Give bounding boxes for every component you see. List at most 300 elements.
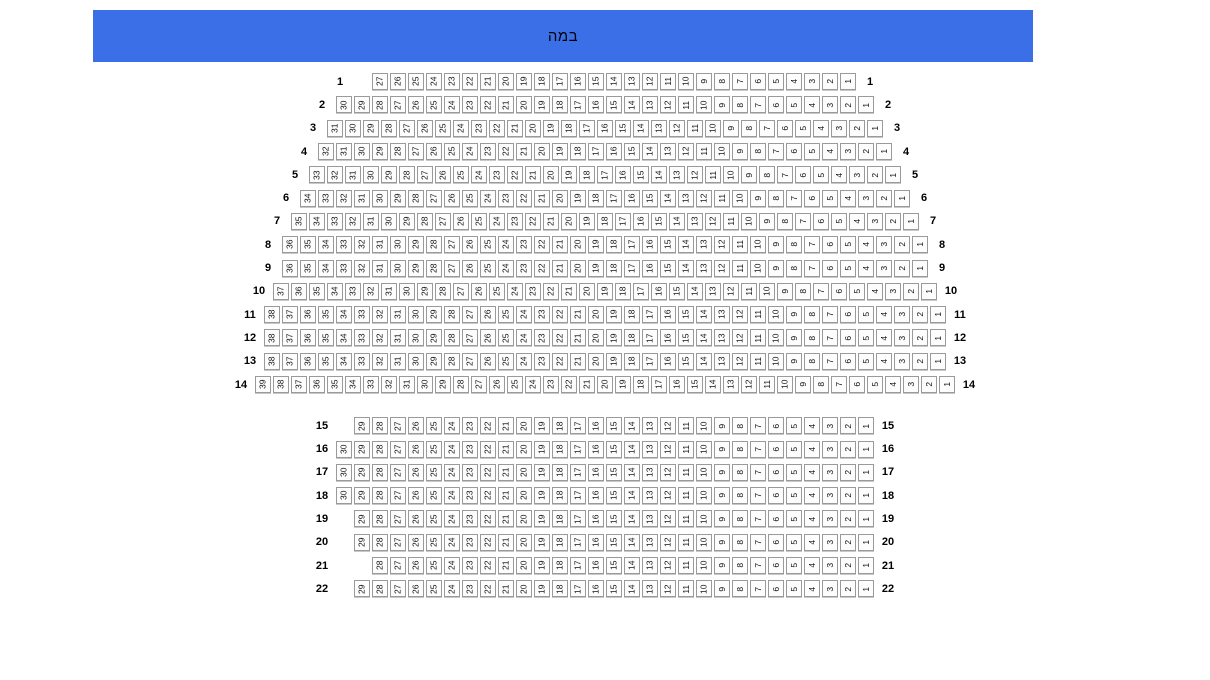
seat[interactable]: [750, 464, 766, 481]
seat[interactable]: [534, 143, 550, 160]
seat[interactable]: [363, 213, 379, 230]
seat[interactable]: [543, 166, 559, 183]
seat[interactable]: [426, 557, 442, 574]
seat[interactable]: [642, 329, 658, 346]
seat[interactable]: [480, 306, 496, 323]
seat[interactable]: [534, 73, 550, 90]
seat[interactable]: [750, 260, 766, 277]
seat[interactable]: [642, 417, 658, 434]
seat[interactable]: [624, 417, 640, 434]
seat[interactable]: [552, 464, 568, 481]
seat[interactable]: [507, 120, 523, 137]
seat[interactable]: [813, 120, 829, 137]
seat[interactable]: [633, 166, 649, 183]
seat[interactable]: [552, 73, 568, 90]
seat[interactable]: [417, 376, 433, 393]
seat[interactable]: [804, 417, 820, 434]
seat[interactable]: [534, 487, 550, 504]
seat[interactable]: [822, 73, 838, 90]
seat[interactable]: [606, 260, 622, 277]
seat[interactable]: [480, 417, 496, 434]
seat[interactable]: [552, 417, 568, 434]
seat[interactable]: [444, 464, 460, 481]
seat[interactable]: [579, 376, 595, 393]
seat[interactable]: [291, 283, 307, 300]
seat[interactable]: [624, 353, 640, 370]
seat[interactable]: [462, 441, 478, 458]
seat[interactable]: [417, 283, 433, 300]
seat[interactable]: [408, 329, 424, 346]
seat[interactable]: [849, 166, 865, 183]
seat[interactable]: [489, 120, 505, 137]
seat[interactable]: [894, 329, 910, 346]
seat[interactable]: [588, 510, 604, 527]
seat[interactable]: [678, 73, 694, 90]
seat[interactable]: [327, 376, 343, 393]
seat[interactable]: [894, 306, 910, 323]
seat[interactable]: [741, 213, 757, 230]
seat[interactable]: [624, 190, 640, 207]
seat[interactable]: [705, 120, 721, 137]
seat[interactable]: [903, 283, 919, 300]
seat[interactable]: [534, 236, 550, 253]
seat[interactable]: [831, 120, 847, 137]
seat[interactable]: [408, 534, 424, 551]
seat[interactable]: [354, 190, 370, 207]
seat[interactable]: [759, 376, 775, 393]
seat[interactable]: [444, 306, 460, 323]
seat[interactable]: [372, 487, 388, 504]
seat[interactable]: [390, 534, 406, 551]
seat[interactable]: [822, 557, 838, 574]
seat[interactable]: [453, 283, 469, 300]
seat[interactable]: [552, 510, 568, 527]
seat[interactable]: [696, 441, 712, 458]
seat[interactable]: [570, 143, 586, 160]
seat[interactable]: [426, 143, 442, 160]
seat[interactable]: [840, 190, 856, 207]
seat[interactable]: [354, 441, 370, 458]
seat[interactable]: [858, 441, 874, 458]
seat[interactable]: [732, 143, 748, 160]
seat[interactable]: [300, 329, 316, 346]
seat[interactable]: [876, 329, 892, 346]
seat[interactable]: [642, 580, 658, 597]
seat[interactable]: [435, 213, 451, 230]
seat[interactable]: [498, 510, 514, 527]
seat[interactable]: [633, 376, 649, 393]
seat[interactable]: [768, 329, 784, 346]
seat[interactable]: [462, 557, 478, 574]
seat[interactable]: [858, 353, 874, 370]
seat[interactable]: [480, 260, 496, 277]
seat[interactable]: [786, 73, 802, 90]
seat[interactable]: [444, 353, 460, 370]
seat[interactable]: [588, 487, 604, 504]
seat[interactable]: [408, 96, 424, 113]
seat[interactable]: [642, 306, 658, 323]
seat[interactable]: [696, 96, 712, 113]
seat[interactable]: [696, 464, 712, 481]
seat[interactable]: [462, 510, 478, 527]
seat[interactable]: [606, 464, 622, 481]
seat[interactable]: [273, 376, 289, 393]
seat[interactable]: [354, 417, 370, 434]
seat[interactable]: [552, 580, 568, 597]
seat[interactable]: [831, 283, 847, 300]
seat[interactable]: [570, 96, 586, 113]
seat[interactable]: [426, 441, 442, 458]
seat[interactable]: [390, 464, 406, 481]
seat[interactable]: [696, 306, 712, 323]
seat[interactable]: [876, 260, 892, 277]
seat[interactable]: [516, 510, 532, 527]
seat[interactable]: [660, 441, 676, 458]
seat[interactable]: [669, 120, 685, 137]
seat[interactable]: [822, 329, 838, 346]
seat[interactable]: [660, 510, 676, 527]
seat[interactable]: [489, 166, 505, 183]
seat[interactable]: [498, 236, 514, 253]
seat[interactable]: [912, 353, 928, 370]
seat[interactable]: [750, 441, 766, 458]
seat[interactable]: [678, 96, 694, 113]
seat[interactable]: [345, 120, 361, 137]
seat[interactable]: [606, 329, 622, 346]
seat[interactable]: [714, 487, 730, 504]
seat[interactable]: [516, 143, 532, 160]
seat[interactable]: [516, 190, 532, 207]
seat[interactable]: [795, 376, 811, 393]
seat[interactable]: [318, 353, 334, 370]
seat[interactable]: [714, 534, 730, 551]
seat[interactable]: [426, 464, 442, 481]
seat[interactable]: [300, 353, 316, 370]
seat[interactable]: [903, 213, 919, 230]
seat[interactable]: [732, 73, 748, 90]
seat[interactable]: [417, 166, 433, 183]
seat[interactable]: [498, 260, 514, 277]
seat[interactable]: [669, 213, 685, 230]
seat[interactable]: [732, 580, 748, 597]
seat[interactable]: [381, 376, 397, 393]
seat[interactable]: [498, 557, 514, 574]
seat[interactable]: [822, 487, 838, 504]
seat[interactable]: [426, 96, 442, 113]
seat[interactable]: [507, 213, 523, 230]
seat[interactable]: [615, 166, 631, 183]
seat[interactable]: [876, 306, 892, 323]
seat[interactable]: [561, 120, 577, 137]
seat[interactable]: [786, 510, 802, 527]
seat[interactable]: [354, 329, 370, 346]
seat[interactable]: [354, 464, 370, 481]
seat[interactable]: [849, 213, 865, 230]
seat[interactable]: [732, 441, 748, 458]
seat[interactable]: [795, 213, 811, 230]
seat[interactable]: [336, 236, 352, 253]
seat[interactable]: [795, 120, 811, 137]
seat[interactable]: [777, 166, 793, 183]
seat[interactable]: [840, 557, 856, 574]
seat[interactable]: [552, 353, 568, 370]
seat[interactable]: [858, 557, 874, 574]
seat[interactable]: [642, 557, 658, 574]
seat[interactable]: [390, 580, 406, 597]
seat[interactable]: [543, 213, 559, 230]
seat[interactable]: [615, 283, 631, 300]
seat[interactable]: [786, 464, 802, 481]
seat[interactable]: [768, 464, 784, 481]
seat[interactable]: [786, 557, 802, 574]
seat[interactable]: [714, 580, 730, 597]
seat[interactable]: [309, 213, 325, 230]
seat[interactable]: [858, 190, 874, 207]
seat[interactable]: [705, 166, 721, 183]
seat[interactable]: [786, 534, 802, 551]
seat[interactable]: [777, 376, 793, 393]
seat[interactable]: [390, 143, 406, 160]
seat[interactable]: [372, 353, 388, 370]
seat[interactable]: [390, 417, 406, 434]
seat[interactable]: [372, 557, 388, 574]
seat[interactable]: [660, 487, 676, 504]
seat[interactable]: [822, 534, 838, 551]
seat[interactable]: [669, 283, 685, 300]
seat[interactable]: [732, 353, 748, 370]
seat[interactable]: [516, 557, 532, 574]
seat[interactable]: [858, 96, 874, 113]
seat[interactable]: [372, 441, 388, 458]
seat[interactable]: [552, 190, 568, 207]
seat[interactable]: [858, 260, 874, 277]
seat[interactable]: [804, 557, 820, 574]
seat[interactable]: [282, 329, 298, 346]
seat[interactable]: [435, 283, 451, 300]
seat[interactable]: [327, 283, 343, 300]
seat[interactable]: [426, 353, 442, 370]
seat[interactable]: [786, 96, 802, 113]
seat[interactable]: [534, 441, 550, 458]
seat[interactable]: [606, 236, 622, 253]
seat[interactable]: [696, 236, 712, 253]
seat[interactable]: [390, 236, 406, 253]
seat[interactable]: [651, 120, 667, 137]
seat[interactable]: [732, 510, 748, 527]
seat[interactable]: [408, 190, 424, 207]
seat[interactable]: [462, 236, 478, 253]
seat[interactable]: [867, 213, 883, 230]
seat[interactable]: [786, 190, 802, 207]
seat[interactable]: [318, 306, 334, 323]
seat[interactable]: [534, 557, 550, 574]
seat[interactable]: [462, 534, 478, 551]
seat[interactable]: [687, 376, 703, 393]
seat[interactable]: [822, 510, 838, 527]
seat[interactable]: [534, 510, 550, 527]
seat[interactable]: [660, 534, 676, 551]
seat[interactable]: [624, 260, 640, 277]
seat[interactable]: [750, 510, 766, 527]
seat[interactable]: [786, 329, 802, 346]
seat[interactable]: [642, 96, 658, 113]
seat[interactable]: [552, 260, 568, 277]
seat[interactable]: [642, 190, 658, 207]
seat[interactable]: [840, 534, 856, 551]
seat[interactable]: [462, 143, 478, 160]
seat[interactable]: [435, 376, 451, 393]
seat[interactable]: [678, 190, 694, 207]
seat[interactable]: [498, 190, 514, 207]
seat[interactable]: [606, 580, 622, 597]
seat[interactable]: [885, 283, 901, 300]
seat[interactable]: [534, 329, 550, 346]
seat[interactable]: [435, 120, 451, 137]
seat[interactable]: [903, 376, 919, 393]
seat[interactable]: [426, 534, 442, 551]
seat[interactable]: [714, 143, 730, 160]
seat[interactable]: [822, 96, 838, 113]
seat[interactable]: [426, 510, 442, 527]
seat[interactable]: [534, 306, 550, 323]
seat[interactable]: [552, 236, 568, 253]
seat[interactable]: [687, 120, 703, 137]
seat[interactable]: [840, 73, 856, 90]
seat[interactable]: [624, 464, 640, 481]
seat[interactable]: [579, 213, 595, 230]
seat[interactable]: [354, 306, 370, 323]
seat[interactable]: [858, 417, 874, 434]
seat[interactable]: [300, 190, 316, 207]
seat[interactable]: [624, 510, 640, 527]
seat[interactable]: [786, 236, 802, 253]
seat[interactable]: [516, 236, 532, 253]
seat[interactable]: [282, 306, 298, 323]
seat[interactable]: [462, 96, 478, 113]
seat[interactable]: [606, 487, 622, 504]
seat[interactable]: [696, 73, 712, 90]
seat[interactable]: [741, 166, 757, 183]
seat[interactable]: [498, 580, 514, 597]
seat[interactable]: [390, 510, 406, 527]
seat[interactable]: [516, 464, 532, 481]
seat[interactable]: [372, 96, 388, 113]
seat[interactable]: [750, 73, 766, 90]
seat[interactable]: [408, 236, 424, 253]
seat[interactable]: [498, 464, 514, 481]
seat[interactable]: [786, 353, 802, 370]
seat[interactable]: [849, 283, 865, 300]
seat[interactable]: [309, 166, 325, 183]
seat[interactable]: [813, 213, 829, 230]
seat[interactable]: [651, 376, 667, 393]
seat[interactable]: [588, 417, 604, 434]
seat[interactable]: [480, 580, 496, 597]
seat[interactable]: [336, 441, 352, 458]
seat[interactable]: [840, 353, 856, 370]
seat[interactable]: [390, 190, 406, 207]
seat[interactable]: [525, 213, 541, 230]
seat[interactable]: [912, 306, 928, 323]
seat[interactable]: [354, 143, 370, 160]
seat[interactable]: [408, 143, 424, 160]
seat[interactable]: [354, 487, 370, 504]
seat[interactable]: [480, 353, 496, 370]
seat[interactable]: [426, 260, 442, 277]
seat[interactable]: [660, 580, 676, 597]
seat[interactable]: [408, 260, 424, 277]
seat[interactable]: [939, 376, 955, 393]
seat[interactable]: [426, 73, 442, 90]
seat[interactable]: [651, 166, 667, 183]
seat[interactable]: [606, 143, 622, 160]
seat[interactable]: [372, 306, 388, 323]
seat[interactable]: [579, 166, 595, 183]
seat[interactable]: [732, 190, 748, 207]
seat[interactable]: [516, 260, 532, 277]
seat[interactable]: [696, 329, 712, 346]
seat[interactable]: [588, 441, 604, 458]
seat[interactable]: [651, 283, 667, 300]
seat[interactable]: [390, 557, 406, 574]
seat[interactable]: [408, 353, 424, 370]
seat[interactable]: [408, 441, 424, 458]
seat[interactable]: [462, 580, 478, 597]
seat[interactable]: [723, 213, 739, 230]
seat[interactable]: [714, 441, 730, 458]
seat[interactable]: [714, 329, 730, 346]
seat[interactable]: [867, 376, 883, 393]
seat[interactable]: [408, 580, 424, 597]
seat[interactable]: [408, 464, 424, 481]
seat[interactable]: [678, 417, 694, 434]
seat[interactable]: [678, 557, 694, 574]
seat[interactable]: [390, 441, 406, 458]
seat[interactable]: [345, 376, 361, 393]
seat[interactable]: [318, 143, 334, 160]
seat[interactable]: [624, 487, 640, 504]
seat[interactable]: [408, 557, 424, 574]
seat[interactable]: [426, 580, 442, 597]
seat[interactable]: [480, 487, 496, 504]
seat[interactable]: [804, 441, 820, 458]
seat[interactable]: [714, 464, 730, 481]
seat[interactable]: [588, 260, 604, 277]
seat[interactable]: [678, 510, 694, 527]
seat[interactable]: [264, 353, 280, 370]
seat[interactable]: [840, 510, 856, 527]
seat[interactable]: [318, 329, 334, 346]
seat[interactable]: [804, 190, 820, 207]
seat[interactable]: [453, 213, 469, 230]
seat[interactable]: [804, 487, 820, 504]
seat[interactable]: [768, 580, 784, 597]
seat[interactable]: [516, 441, 532, 458]
seat[interactable]: [615, 120, 631, 137]
seat[interactable]: [714, 260, 730, 277]
seat[interactable]: [552, 306, 568, 323]
seat[interactable]: [732, 96, 748, 113]
seat[interactable]: [318, 260, 334, 277]
seat[interactable]: [768, 73, 784, 90]
seat[interactable]: [471, 376, 487, 393]
seat[interactable]: [732, 306, 748, 323]
seat[interactable]: [786, 260, 802, 277]
seat[interactable]: [624, 441, 640, 458]
seat[interactable]: [462, 190, 478, 207]
seat[interactable]: [507, 376, 523, 393]
seat[interactable]: [894, 260, 910, 277]
